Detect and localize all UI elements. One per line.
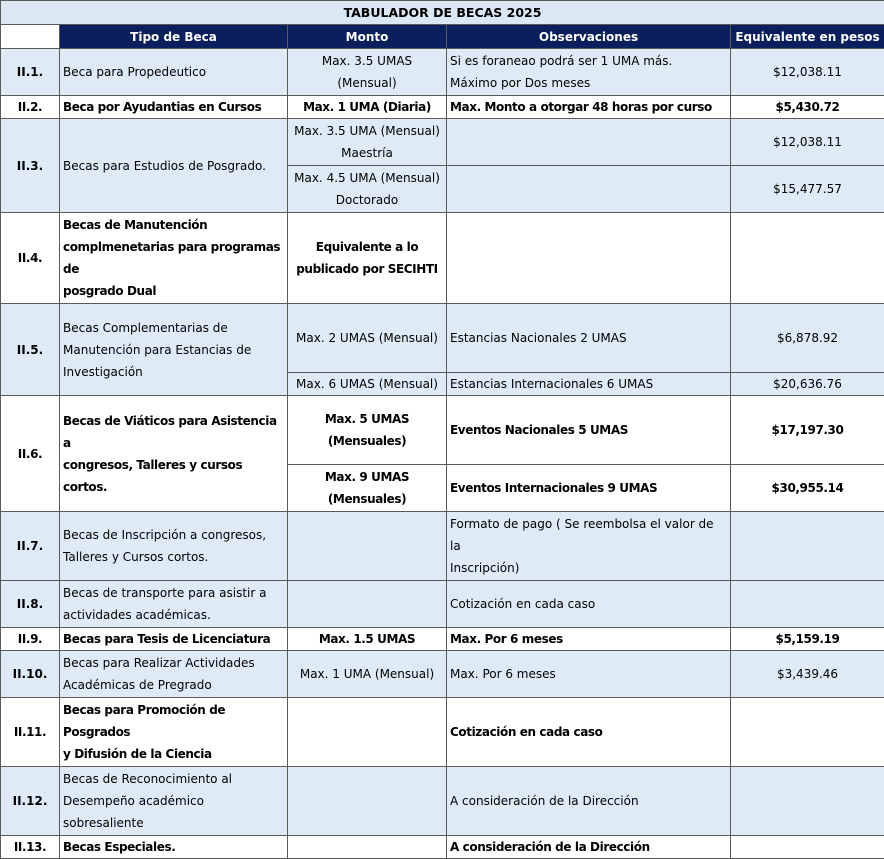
tipo-cell [60, 304, 288, 396]
table-row [1, 119, 884, 166]
tipo-line: Becas para Realizar Actividades [63, 652, 284, 674]
tipo-line: Becas Complementarias de [63, 317, 284, 339]
table-row [1, 581, 884, 628]
header-equivalente: Equivalente en pesos [731, 25, 884, 49]
tipo-cell: Becas para Tesis de Licenciatura [60, 628, 288, 651]
monto-line: Max. 9 UMAS [291, 466, 443, 488]
pesos-cell: $30,955.14 [731, 465, 884, 512]
monto-line: Doctorado [291, 189, 443, 211]
monto-cell [288, 166, 447, 213]
monto-line: Max. 4.5 UMA (Mensual) [291, 167, 443, 189]
table-row [1, 49, 884, 96]
row-code: II.5. [1, 304, 60, 396]
monto-line: Equivalente a lo [291, 236, 443, 258]
monto-cell: Max. 1 UMA (Diaria) [288, 96, 447, 119]
pesos-cell: $12,038.11 [731, 49, 884, 96]
pesos-cell [731, 836, 884, 859]
obs-cell: Max. Monto a otorgar 48 horas por curso [447, 96, 731, 119]
header-observaciones: Observaciones [447, 25, 731, 49]
obs-line: Máximo por Dos meses [450, 72, 727, 94]
obs-cell: Max. Por 6 meses [447, 651, 731, 698]
obs-cell: Max. Por 6 meses [447, 628, 731, 651]
table-row [1, 836, 884, 859]
row-code: II.9. [1, 628, 60, 651]
header-blank [1, 25, 60, 49]
monto-cell [288, 836, 447, 859]
tipo-line: Desempeño académico sobresaliente [63, 790, 284, 834]
tipo-cell [60, 767, 288, 836]
header-tipo: Tipo de Beca [60, 25, 288, 49]
table-title: TABULADOR DE BECAS 2025 [1, 1, 884, 25]
tipo-line: Becas de Manutención [63, 214, 284, 236]
obs-cell: A consideración de la Dirección [447, 767, 731, 836]
obs-line: Formato de pago ( Se reembolsa el valor de la [450, 513, 727, 557]
row-code: II.1. [1, 49, 60, 96]
obs-line: Si es foraneao podrá ser 1 UMA más. [450, 50, 727, 72]
table-row [1, 651, 884, 698]
row-code: II.13. [1, 836, 60, 859]
obs-cell: Eventos Nacionales 5 UMAS [447, 396, 731, 465]
row-code: II.10. [1, 651, 60, 698]
table-row [1, 512, 884, 581]
table-row [1, 396, 884, 465]
obs-cell: Eventos Internacionales 9 UMAS [447, 465, 731, 512]
monto-cell [288, 465, 447, 512]
pesos-cell: $20,636.76 [731, 373, 884, 396]
tipo-cell [60, 651, 288, 698]
monto-cell [288, 396, 447, 465]
table-row [1, 213, 884, 304]
obs-cell: Estancias Nacionales 2 UMAS [447, 304, 731, 373]
tipo-cell [60, 698, 288, 767]
table-row [1, 767, 884, 836]
tipo-cell [60, 581, 288, 628]
pesos-cell: $15,477.57 [731, 166, 884, 213]
row-code: II.6. [1, 396, 60, 512]
pesos-cell [731, 581, 884, 628]
tipo-cell [60, 512, 288, 581]
monto-line: Max. 3.5 UMA (Mensual) [291, 120, 443, 142]
monto-cell: Max. 1.5 UMAS [288, 628, 447, 651]
monto-cell [288, 698, 447, 767]
monto-cell [288, 119, 447, 166]
tipo-line: Becas de Reconocimiento al [63, 768, 284, 790]
monto-cell: Max. 2 UMAS (Mensual) [288, 304, 447, 373]
monto-line: publicado por SECIHTI [291, 258, 443, 280]
obs-cell [447, 512, 731, 581]
row-code: II.11. [1, 698, 60, 767]
header-monto: Monto [288, 25, 447, 49]
table-row [1, 304, 884, 373]
tipo-line: congresos, Talleres y cursos cortos. [63, 454, 284, 498]
row-code: II.12. [1, 767, 60, 836]
tipo-line: posgrado Dual [63, 280, 284, 302]
monto-line: Max. 5 UMAS [291, 408, 443, 430]
pesos-cell: $3,439.46 [731, 651, 884, 698]
obs-cell [447, 49, 731, 96]
obs-line: Inscripción) [450, 557, 727, 579]
monto-cell [288, 213, 447, 304]
tipo-cell [60, 213, 288, 304]
tipo-line: Becas de Viáticos para Asistencia a [63, 410, 284, 454]
monto-cell: Max. 3.5 UMAS (Mensual) [288, 49, 447, 96]
pesos-cell: $5,159.19 [731, 628, 884, 651]
tipo-line: Becas de Inscripción a congresos, [63, 524, 284, 546]
table-row [1, 628, 884, 651]
pesos-cell [731, 698, 884, 767]
row-code: II.7. [1, 512, 60, 581]
row-code: II.4. [1, 213, 60, 304]
obs-cell [447, 213, 731, 304]
tipo-line: Becas para Promoción de Posgrados [63, 699, 284, 743]
pesos-cell: $12,038.11 [731, 119, 884, 166]
tipo-line: Manutención para Estancias de [63, 339, 284, 361]
tipo-line: Talleres y Cursos cortos. [63, 546, 284, 568]
tipo-cell: Beca por Ayudantias en Cursos [60, 96, 288, 119]
pesos-cell: $5,430.72 [731, 96, 884, 119]
pesos-cell: $6,878.92 [731, 304, 884, 373]
tipo-cell: Beca para Propedeutico [60, 49, 288, 96]
pesos-cell [731, 767, 884, 836]
obs-cell [447, 119, 731, 166]
row-code: II.8. [1, 581, 60, 628]
table-row [1, 698, 884, 767]
monto-line: (Mensuales) [291, 488, 443, 510]
monto-cell [288, 767, 447, 836]
table-row [1, 96, 884, 119]
obs-cell: A consideración de la Dirección [447, 836, 731, 859]
title-row [1, 1, 884, 25]
tipo-line: y Difusión de la Ciencia [63, 743, 284, 765]
header-row [1, 25, 884, 49]
monto-cell [288, 512, 447, 581]
pesos-cell: $17,197.30 [731, 396, 884, 465]
pesos-cell [731, 512, 884, 581]
row-code: II.2. [1, 96, 60, 119]
monto-line: Maestría [291, 142, 443, 164]
pesos-cell [731, 213, 884, 304]
row-code: II.3. [1, 119, 60, 213]
tipo-line: Investigación [63, 361, 284, 383]
tipo-cell [60, 396, 288, 512]
tipo-line: Académicas de Pregrado [63, 674, 284, 696]
obs-cell: Cotización en cada caso [447, 581, 731, 628]
monto-cell [288, 581, 447, 628]
obs-cell: Cotización en cada caso [447, 698, 731, 767]
tipo-line: Becas de transporte para asistir a [63, 582, 284, 604]
tipo-line: actividades académicas. [63, 604, 284, 626]
obs-cell [447, 166, 731, 213]
monto-cell: Max. 1 UMA (Mensual) [288, 651, 447, 698]
monto-cell: Max. 6 UMAS (Mensual) [288, 373, 447, 396]
tipo-cell: Becas Especiales. [60, 836, 288, 859]
tipo-cell: Becas para Estudios de Posgrado. [60, 119, 288, 213]
tipo-line: complmenetarias para programas de [63, 236, 284, 280]
obs-cell: Estancias Internacionales 6 UMAS [447, 373, 731, 396]
monto-line: (Mensuales) [291, 430, 443, 452]
